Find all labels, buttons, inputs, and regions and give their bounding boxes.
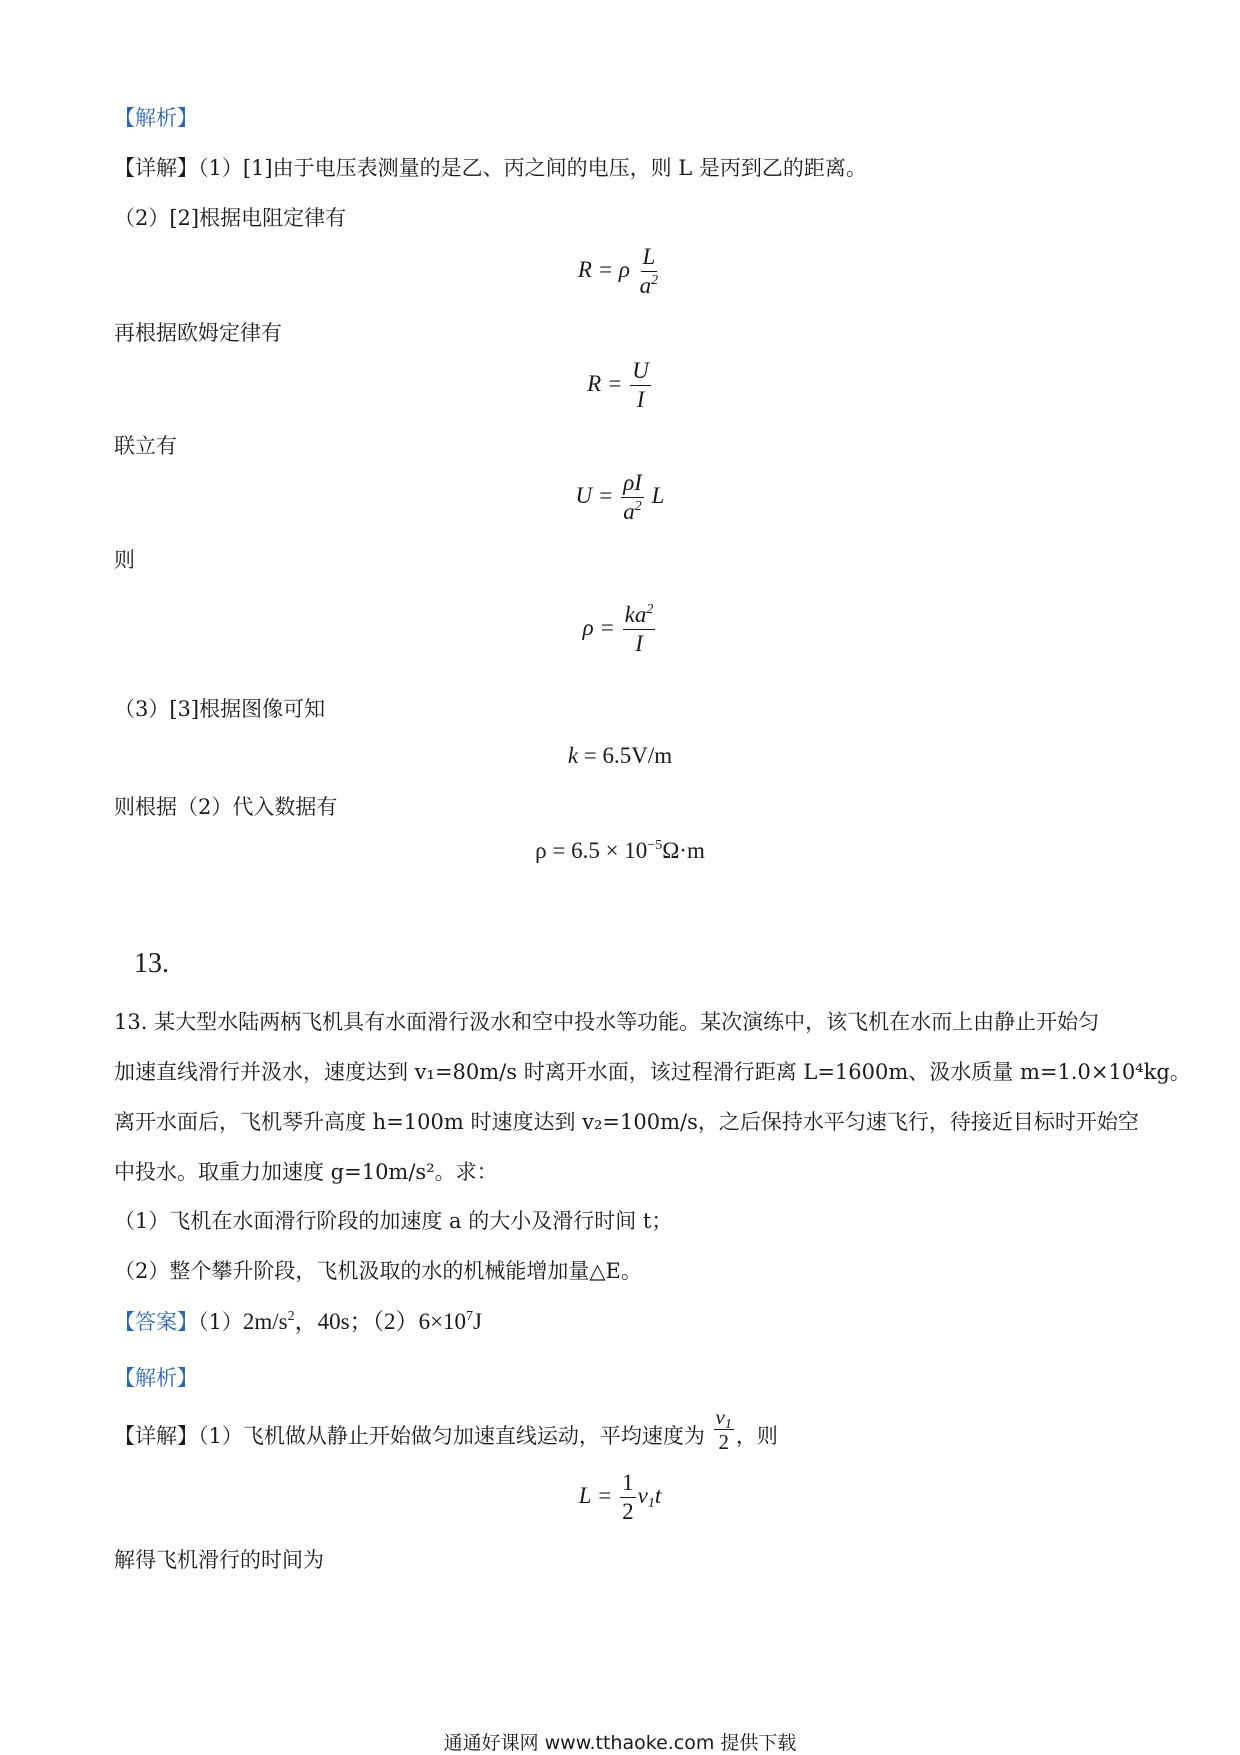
eq3-fraction bbox=[621, 470, 644, 525]
eq5-k: k bbox=[567, 743, 579, 768]
average-velocity-fraction bbox=[714, 1406, 734, 1453]
question-stem-line-2: 加速直线滑行并汲水，速度达到 v₁=80m/s 时离开水面，该过程滑行距离 L=1600m、汲水质量 m=1.0×10⁴kg。 bbox=[114, 1060, 1191, 1084]
answer-energy: $6\times 10^7J$ bbox=[418, 1309, 482, 1334]
eq7-numerator: 1 bbox=[620, 1470, 636, 1498]
eq3-rhs: L bbox=[651, 482, 665, 508]
page-footer: 通通好课网 www.tthaoke.com 提供下载 bbox=[443, 1732, 797, 1754]
detail-text: （1）[1]由于电压表测量的是乙、丙之间的电压，则 L 是丙到乙的距离。 bbox=[198, 156, 867, 180]
detail-tail: ，则 bbox=[735, 1424, 778, 1448]
detail-label-2: 【详解】 bbox=[114, 1424, 198, 1448]
detail-label: 【详解】 bbox=[114, 156, 198, 180]
substitute-text: 则根据（2）代入数据有 bbox=[114, 795, 338, 819]
eq5-value: = 6.5V/m bbox=[578, 743, 673, 768]
eq6-lhs: ρ = 6.5 × 10 bbox=[535, 838, 648, 863]
eq1-numerator: L bbox=[641, 244, 658, 272]
eq1-denominator: $a^2$ bbox=[639, 273, 659, 298]
eq2-numerator: U bbox=[630, 358, 651, 386]
eq2-denominator: I bbox=[636, 387, 645, 412]
equation-distance bbox=[0, 1470, 1240, 1525]
eq2-lhs: R = bbox=[587, 370, 623, 396]
question-number: 13. bbox=[134, 948, 169, 979]
question-stem-line-1: 13. 某大型水陆两柄飞机具有水面滑行汲水和空中投水等功能。某次演练中，该飞机在水而上由静止开始匀 bbox=[114, 1010, 1100, 1034]
eq1-lhs: R = ρ bbox=[577, 256, 630, 282]
question-stem-line-3: 离开水面后，飞机琴升高度 h=100m 时速度达到 v₂=100m/s，之后保持水平匀速飞行，待接近目标时开始空 bbox=[114, 1110, 1139, 1134]
eq6-exponent: −5 bbox=[647, 838, 663, 853]
eq3-numerator: ρI bbox=[621, 470, 644, 498]
eq1-fraction bbox=[638, 244, 661, 299]
eq6-unit: Ω·m bbox=[662, 838, 705, 863]
eq4-numerator: $ka^2$ bbox=[623, 602, 656, 630]
equation-ohm-law bbox=[0, 358, 1240, 413]
eq7-fraction bbox=[620, 1470, 636, 1525]
answer-time: ，40s；（2） bbox=[294, 1309, 419, 1334]
detail-paragraph bbox=[114, 154, 867, 182]
eq2-fraction bbox=[630, 358, 651, 413]
combine-text: 联立有 bbox=[114, 434, 177, 458]
equation-resistivity bbox=[0, 602, 1240, 657]
equation-result bbox=[0, 838, 1240, 864]
solve-text: 解得飞机滑行的时间为 bbox=[114, 1548, 324, 1572]
sub-question-2: （2）整个攀升阶段，飞机汲取的水的机械能增加量△E。 bbox=[114, 1259, 642, 1283]
analysis-header-2: 【解析】 bbox=[114, 1366, 198, 1390]
eq4-fraction bbox=[623, 602, 656, 657]
answer-line bbox=[114, 1308, 482, 1336]
question-stem-line-4: 中投水。取重力加速度 g=10m/s²。求： bbox=[114, 1160, 498, 1184]
eq3-denominator: $a^2$ bbox=[623, 499, 642, 524]
step-3-text: （3）[3]根据图像可知 bbox=[114, 697, 326, 721]
eq7-denominator: 2 bbox=[622, 1499, 634, 1524]
answer-acceleration: $2m/s^2$ bbox=[242, 1309, 295, 1334]
equation-combined bbox=[0, 470, 1240, 525]
detail-paragraph-2 bbox=[114, 1405, 778, 1461]
answer-label: 【答案】 bbox=[114, 1310, 198, 1334]
eq4-denominator: I bbox=[635, 631, 643, 656]
eq4-lhs: ρ = bbox=[582, 614, 615, 640]
answer-part-1-label: （1） bbox=[198, 1310, 243, 1334]
avg-denominator: 2 bbox=[718, 1430, 729, 1454]
analysis-header: 【解析】 bbox=[114, 106, 198, 130]
step-2-text: （2）[2]根据电阻定律有 bbox=[114, 206, 347, 230]
ohm-law-text: 再根据欧姆定律有 bbox=[114, 321, 282, 345]
avg-numerator: $v_1$ bbox=[715, 1405, 732, 1432]
detail-text-2: （1）飞机做从静止开始做匀加速直线运动，平均速度为 bbox=[198, 1424, 705, 1448]
eq3-lhs: U = bbox=[575, 482, 614, 508]
equation-slope bbox=[0, 743, 1240, 769]
eq7-rhs: $v_1t$ bbox=[637, 1482, 662, 1511]
sub-question-1: （1）飞机在水面滑行阶段的加速度 a 的大小及滑行时间 t； bbox=[114, 1209, 673, 1233]
eq7-lhs: L = bbox=[578, 1482, 613, 1508]
equation-resistance-law bbox=[0, 244, 1240, 299]
then-text: 则 bbox=[114, 548, 135, 572]
